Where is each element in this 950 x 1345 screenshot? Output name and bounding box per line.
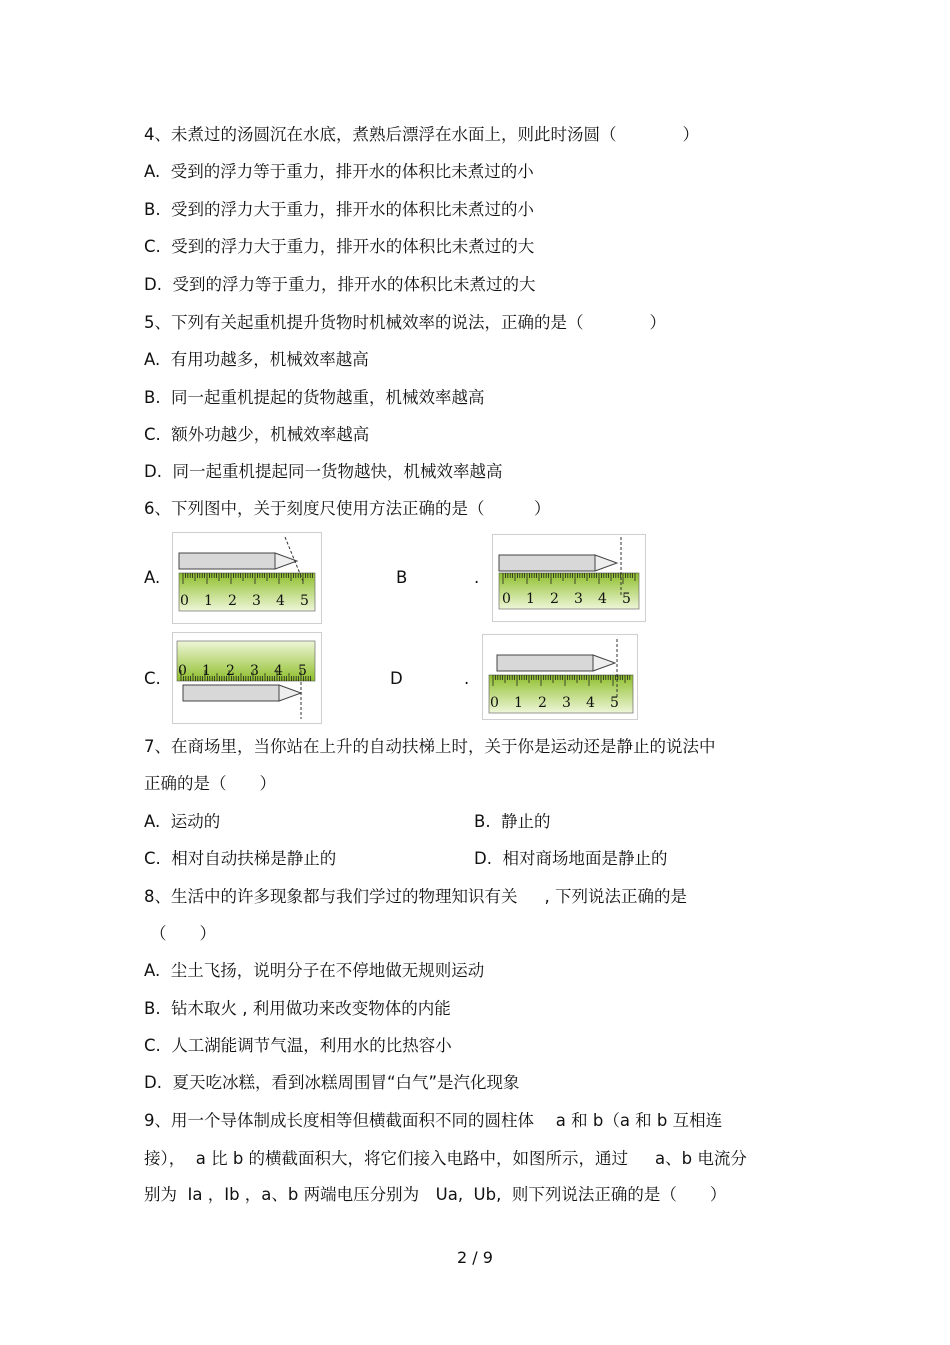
page-number: 2 / 9 xyxy=(457,1248,493,1267)
q9-stem-line3: 别为 Ia ，Ib ，a、b 两端电压分别为 Ua, Ub, 则下列说法正确的是（ ） xyxy=(144,1185,727,1204)
ruler-number: 3 xyxy=(252,593,261,609)
ruler-number: 4 xyxy=(274,663,283,679)
ruler-number: 1 xyxy=(204,593,213,609)
ruler-number: 5 xyxy=(610,695,619,711)
ruler-number: 1 xyxy=(526,591,535,607)
q7-option-a: A. 运动的 xyxy=(144,812,221,831)
q7-option-d: D. 相对商场地面是静止的 xyxy=(474,849,668,868)
q6-label-d: D xyxy=(390,669,403,688)
ruler-number: 4 xyxy=(598,591,607,607)
q5-option-a: A. 有用功越多，机械效率越高 xyxy=(144,350,369,369)
ruler-number: 0 xyxy=(178,663,187,679)
q7-option-b: B. 静止的 xyxy=(474,812,551,831)
q6-label-a: A. xyxy=(144,568,161,587)
ruler-number: 0 xyxy=(490,695,499,711)
q6-label-b: B xyxy=(396,568,408,587)
q6-dot-b: . xyxy=(474,568,480,587)
q6-figure-a xyxy=(172,532,322,624)
q4-option-d: D. 受到的浮力等于重力，排开水的体积比未煮过的大 xyxy=(144,275,536,294)
q6-figure-d xyxy=(482,634,638,720)
ruler-number: 5 xyxy=(622,591,631,607)
q7-stem-line1: 7、在商场里，当你站在上升的自动扶梯上时，关于你是运动还是静止的说法中 xyxy=(144,737,716,756)
q6-stem: 6、下列图中，关于刻度尺使用方法正确的是（ ） xyxy=(144,499,551,518)
ruler-number: 3 xyxy=(250,663,259,679)
q7-stem-line2: 正确的是（ ） xyxy=(144,774,276,793)
q5-stem: 5、下列有关起重机提升货物时机械效率的说法，正确的是（ ） xyxy=(144,313,666,332)
ruler-number: 2 xyxy=(550,591,559,607)
q8-stem-line2: （ ） xyxy=(150,924,216,943)
q5-option-d: D. 同一起重机提起同一货物越快，机械效率越高 xyxy=(144,462,503,481)
q4-stem: 4、未煮过的汤圆沉在水底，煮熟后漂浮在水面上，则此时汤圆（ ） xyxy=(144,125,699,144)
q4-option-a: A. 受到的浮力等于重力，排开水的体积比未煮过的小 xyxy=(144,162,534,181)
ruler-number: 2 xyxy=(228,593,237,609)
ruler-number: 3 xyxy=(562,695,571,711)
ruler-number: 1 xyxy=(514,695,523,711)
q8-stem-line1: 8、生活中的许多现象都与我们学过的物理知识有关 , 下列说法正确的是 xyxy=(144,887,687,906)
ruler-number: 1 xyxy=(202,663,211,679)
ruler-number: 4 xyxy=(276,593,285,609)
q8-option-d: D. 夏天吃冰糕，看到冰糕周围冒“白气”是汽化现象 xyxy=(144,1073,520,1092)
q6-figure-c xyxy=(172,632,322,724)
q4-option-b: B. 受到的浮力大于重力，排开水的体积比未煮过的小 xyxy=(144,200,535,219)
q6-label-c: C. xyxy=(144,669,161,688)
q5-option-c: C. 额外功越少，机械效率越高 xyxy=(144,425,370,444)
q8-option-c: C. 人工湖能调节气温，利用水的比热容小 xyxy=(144,1036,452,1055)
ruler-number: 2 xyxy=(226,663,235,679)
q9-stem-line2: 接）， a 比 b 的横截面积大，将它们接入电路中，如图所示，通过 a、b 电流分 xyxy=(144,1149,747,1168)
q9-stem-line1: 9、用一个导体制成长度相等但横截面积不同的圆柱体 a 和 b（a 和 b 互相连 xyxy=(144,1111,723,1130)
ruler-number: 3 xyxy=(574,591,583,607)
q8-option-a: A. 尘土飞扬，说明分子在不停地做无规则运动 xyxy=(144,961,485,980)
ruler-number: 5 xyxy=(300,593,309,609)
q6-dot-d: . xyxy=(464,669,470,688)
q4-option-c: C. 受到的浮力大于重力，排开水的体积比未煮过的大 xyxy=(144,237,535,256)
q8-option-b: B. 钻木取火 , 利用做功来改变物体的内能 xyxy=(144,999,451,1018)
ruler-number: 0 xyxy=(502,591,511,607)
ruler-number: 4 xyxy=(586,695,595,711)
q7-option-c: C. 相对自动扶梯是静止的 xyxy=(144,849,337,868)
q5-option-b: B. 同一起重机提起的货物越重，机械效率越高 xyxy=(144,388,485,407)
ruler-number: 5 xyxy=(298,663,307,679)
ruler-number: 0 xyxy=(180,593,189,609)
q6-figure-b xyxy=(492,534,646,622)
ruler-number: 2 xyxy=(538,695,547,711)
